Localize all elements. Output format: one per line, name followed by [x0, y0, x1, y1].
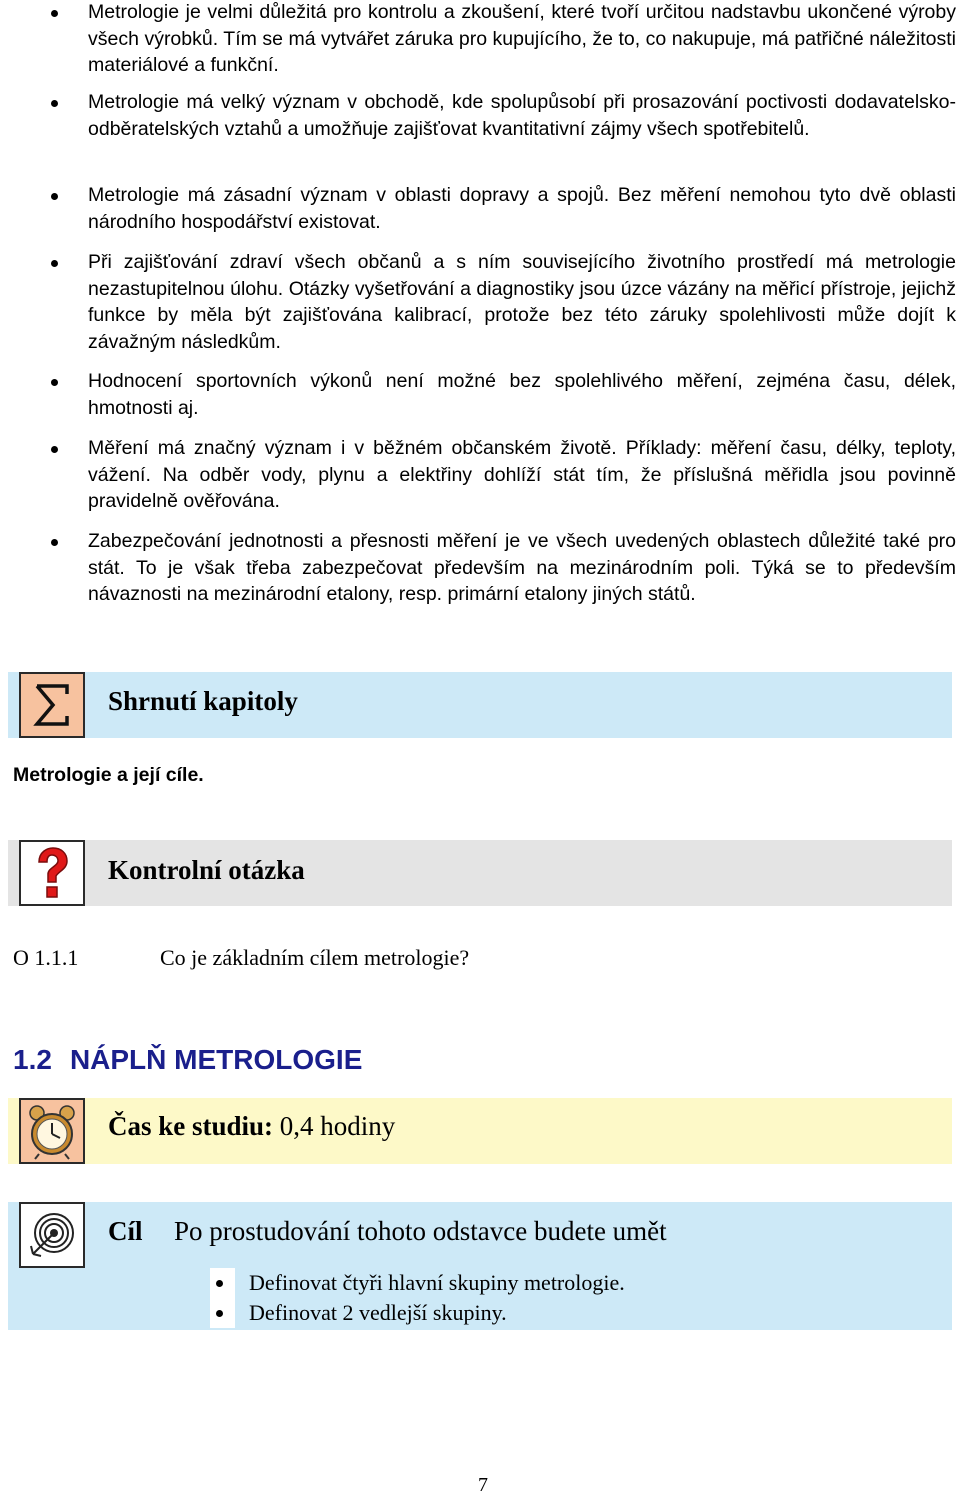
study-time-value: 0,4 hodiny: [279, 1111, 396, 1141]
bullet-text: Metrologie má velký význam v obchodě, kde spolupůsobí při prosazování poctivosti dodavatelsko-odběratelských vztahů a umožňuje zajišťovat kvantitativní zájmy všech spotřebitelů.: [88, 91, 956, 140]
sigma-icon: [21, 674, 83, 736]
target-icon: [21, 1204, 83, 1266]
goal-label: Cíl: [108, 1216, 143, 1246]
bullet-dot: [216, 1280, 223, 1287]
bullet-dot: [51, 446, 58, 453]
page-number: 7: [478, 1474, 488, 1496]
bullet-text: Metrologie je velmi důležitá pro kontrolu a zkoušení, které tvoří určitou nadstavbu ukončené výroby všech výrobků. Tím se má vytvářet záruka pro kupujícího, že to, co nakupuje, má patřičné náležitosti materiálové a funkční.: [88, 1, 956, 76]
bullet-dot: [51, 379, 58, 386]
question-mark-icon: [21, 842, 83, 904]
goal-item: [210, 1268, 730, 1298]
bullet-dot: [216, 1310, 223, 1317]
goal-item-text: Definovat čtyři hlavní skupiny metrologie.: [249, 1270, 625, 1295]
section-number: 1.2: [13, 1044, 52, 1075]
goal-item: [210, 1298, 730, 1328]
summary-title: Shrnutí kapitoly: [108, 686, 298, 716]
goal-item-text: Definovat 2 vedlejší skupiny.: [249, 1300, 507, 1325]
bullet-text: Metrologie má zásadní význam v oblasti dopravy a spojů. Bez měření nemohou tyto dvě oblasti národního hospodářství existovat.: [88, 184, 956, 233]
summary-icon-box: [19, 672, 85, 738]
question-text: Co je základním cílem metrologie?: [160, 945, 470, 970]
section-title: NÁPLŇ METROLOGIE: [69, 1044, 363, 1075]
bullet-text: Při zajišťování zdraví všech občanů a s ním souvisejícího životního prostředí má metrologie nezastupitelnou úlohu. Otázky vyšetřování a diagnostiky jsou úzce vázány na měřicí přístroje, jejichž funkce by měla být zajišťována kalibrací, protože bez této záruky spolehlivosti může dojít k závažným následkům.: [88, 251, 956, 353]
summary-text: Metrologie a její cíle.: [13, 764, 204, 786]
study-time: [108, 1111, 395, 1142]
question-number: O 1.1.1: [13, 945, 79, 970]
question-icon-box: [19, 840, 85, 906]
study-time-label: Čas ke studiu:: [108, 1111, 274, 1141]
goal-list: [210, 1268, 730, 1328]
bullet-dot: [51, 260, 58, 267]
goal-intro: Po prostudování tohoto odstavce budete umět: [174, 1216, 667, 1246]
bullet-dot: [51, 539, 58, 546]
bullet-dot: [51, 193, 58, 200]
bullet-text: Zabezpečování jednotnosti a přesnosti měření je ve všech uvedených oblastech důležité také pro stát. To je však třeba zabezpečovat především na mezinárodním poli. Týká se to především návaznosti na mezinárodní etalony, resp. primární etalony jiných států.: [88, 530, 956, 605]
bullet-dot: [51, 10, 58, 17]
section-heading: [13, 1044, 362, 1076]
question-title: Kontrolní otázka: [108, 855, 305, 885]
bullet-dot: [51, 100, 58, 107]
bullet-text: Hodnocení sportovních výkonů není možné bez spolehlivého měření, zejména času, délek, hmotnosti aj.: [88, 370, 956, 419]
bullet-text: Měření má značný význam i v běžném občanském životě. Příklady: měření času, délky, teploty, vážení. Na odběr vody, plynu a elektřiny dohlíží stát tím, že příslušná měřidla jsou povinně pravidelně ověřována.: [88, 437, 956, 512]
time-icon-box: [19, 1098, 85, 1164]
goal-icon-box: [19, 1202, 85, 1268]
alarm-clock-icon: [21, 1100, 83, 1162]
